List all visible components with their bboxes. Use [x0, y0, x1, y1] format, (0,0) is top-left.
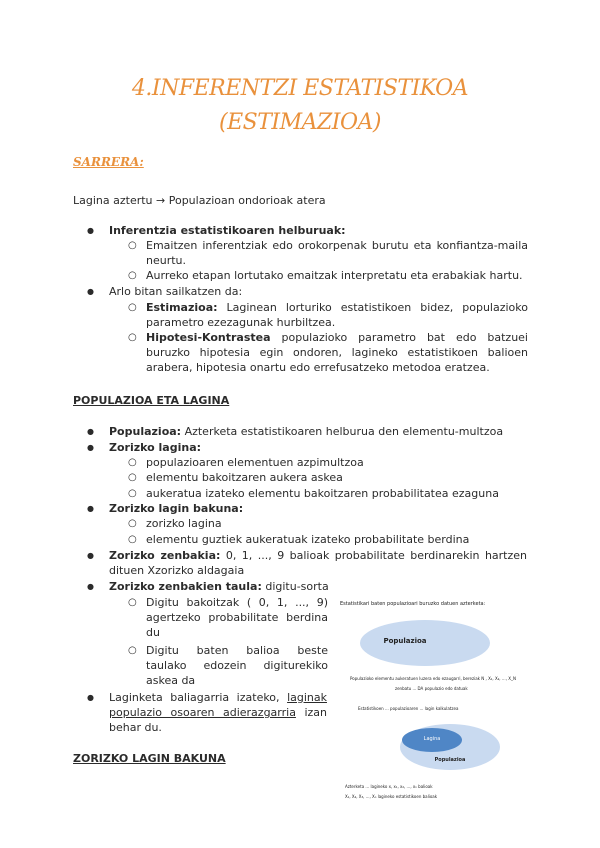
- population-sample-diagram: [340, 600, 530, 810]
- subbullet-lagina-3: ○ aukeratua izateko elementu bakoitzaren probabilitatea ezaguna: [128, 486, 528, 501]
- diagram-caption: Estatistikari baten populazioari buruzko datuen azterketa:: [340, 601, 486, 607]
- zenbakia-text: 0, 1, ..., 9 balioak probabilitate berdinarekin hartzen dituen Xzorizko aldagaia: [109, 549, 528, 577]
- populazioa-text: Azterketa estatistikoaren helburua den elementu-multzoa: [181, 425, 504, 438]
- bullet-helburuak: [87, 223, 527, 238]
- estimazioa-text: Laginean lorturiko estatistikoen bidez, populazioko parametro ezezagunak hurbiltzea.: [146, 301, 528, 329]
- diagram-step4: X₁, X₂, X₃, ..., Xₙ lagineko estatistikoen balioak: [345, 794, 438, 799]
- diagram-lagina-label: Lagina: [423, 736, 441, 742]
- section-heading-sarrera: SARRERA:: [73, 155, 144, 169]
- populazioa-label: Populazioa:: [109, 425, 182, 438]
- diagram-populazioa2-label: Populazioa: [434, 757, 466, 763]
- laginketa-post: izan behar du.: [109, 706, 327, 734]
- hipotesi-text: populazioko parametro bat edo batzuei buruzko hipotesia egin ondoren, lagineko estatistikoen balioen arabera, hipotesia onartu edo errefusatzeko metodoa eratzea.: [146, 331, 528, 374]
- page-title-line1: 4.INFERENTZI ESTATISTIKOA: [131, 76, 469, 101]
- bullet-zenbakia: [87, 548, 527, 578]
- bullet-taula: [87, 579, 347, 594]
- diagram-step1b: zenbatu ... DA populazio edo datuak: [395, 686, 468, 691]
- estimazioa-label: Estimazioa:: [146, 301, 218, 314]
- subbullet-lagina-1: ○ populazioaren elementuen azpimultzoa: [128, 455, 528, 470]
- subbullet-taula-1: ○ Digitu bakoitzak ( 0, 1, ..., 9) agertzeko probabilitate berdina du: [128, 595, 328, 640]
- diagram-step1: Populazioko elementu aukeratuen luzera edo ezaugarri, bereziak N , X₁, X₂, ..., X_N: [350, 676, 516, 681]
- taula-text: digitu-sorta: [261, 580, 329, 593]
- page-title-line2: (ESTIMAZIOA): [219, 110, 381, 135]
- subbullet-taula-2: ○ Digitu baten balioa beste taulako edozein digiturekiko askea da: [128, 643, 328, 688]
- subbullet-hipotesi: [128, 330, 528, 375]
- helburuak-label: Inferentzia estatistikoaren helburuak:: [109, 224, 346, 237]
- hipotesi-label: Hipotesi-Kontrastea: [146, 331, 271, 344]
- subbullet-bakuna-1: ○ zorizko lagina: [128, 516, 528, 531]
- laginketa-underlined: laginak populazio osoaren adierazgarria: [109, 691, 327, 719]
- bullet-laginketa: [87, 690, 327, 735]
- section-heading-populazioa: POPULAZIOA ETA LAGINA: [73, 394, 230, 407]
- subbullet-helburua-2: ○ Aurreko etapan lortutako emaitzak interpretatu eta erabakiak hartu.: [128, 268, 528, 283]
- subbullet-helburua-1: ○ Emaitzen inferentziak edo orokorpenak burutu eta konfiantza-maila neurtu.: [128, 238, 528, 268]
- bullet-lagin-bakuna: [87, 501, 527, 516]
- subbullet-estimazioa: [128, 300, 528, 330]
- section-heading-zorizko-lagin-bakuna: ZORIZKO LAGIN BAKUNA: [73, 752, 226, 765]
- subbullet-lagina-2: ○ elementu bakoitzaren aukera askea: [128, 470, 528, 485]
- bullet-zorizko-lagina: [87, 440, 527, 455]
- bullet-populazioa: [87, 424, 527, 439]
- diagram-populazioa-label: Populazioa: [383, 637, 427, 645]
- diagram-step2: Estatistikoen ... populazioaren ... lagin kalkulatzea: [358, 706, 459, 711]
- diagram-step3: Azterketa ... lagineko x, x₁, x₂, ..., xₙ balioak: [345, 784, 433, 789]
- zenbakia-label: Zorizko zenbakia:: [109, 549, 221, 562]
- taula-label: Zorizko zenbakien taula:: [109, 580, 262, 593]
- intro-text: Lagina aztertu → Populazioan ondorioak atera: [73, 194, 326, 207]
- laginketa-pre: Laginketa baliagarria izateko,: [109, 691, 288, 704]
- subbullet-bakuna-2: ○ elementu guztiek aukeratuak izateko probabilitate berdina: [128, 532, 528, 547]
- zorizko-lagina-label: Zorizko lagina:: [109, 441, 202, 454]
- lagin-bakuna-label: Zorizko lagin bakuna:: [109, 502, 244, 515]
- bullet-arlo: ● Arlo bitan sailkatzen da:: [87, 284, 527, 299]
